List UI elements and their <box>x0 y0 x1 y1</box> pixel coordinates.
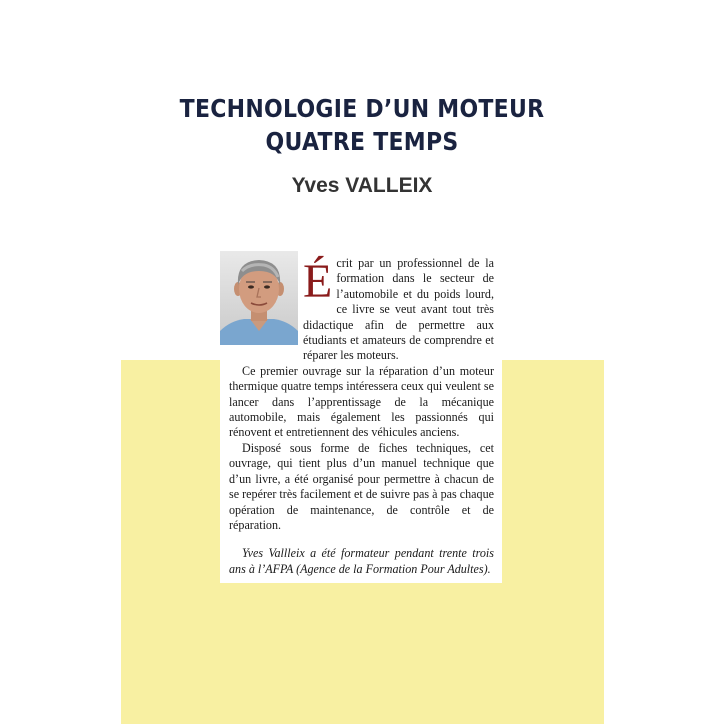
blurb-paragraph-3: Disposé sous forme de fiches techniques, cet ouvrage, qui tient plus d’un manuel technique que d’un livre, a été organisé pour permettre à chacun de se repérer très facilement et de suivre pas à pas chaque opération de maintenance, de contrôle et de réparation. <box>229 440 494 532</box>
blurb-text <box>229 256 494 577</box>
blurb-paragraph-2: Ce premier ouvrage sur la réparation d’un moteur thermique quatre temps intéressera ceux qui veulent se lancer dans l’apprentissage de la mécanique automobile, mais également les passionnés qui rénovent et entretiennent des véhicules anciens. <box>229 363 494 440</box>
photo-spacer <box>229 256 303 350</box>
book-title-line-2: QUATRE TEMPS <box>265 127 459 156</box>
drop-cap: É <box>303 255 333 308</box>
blurb-paragraph-1-text: crit par un professionnel de la formation dans le secteur de l’automobile et du poids lourd, ce livre se veut avant tout très didactique afin de permettre aux étudiants et amateurs de comprendre et réparer les moteurs. <box>303 256 494 363</box>
author-name: Yves VALLEIX <box>291 174 433 197</box>
author-note: Yves Vallleix a été formateur pendant trente trois ans à l’AFPA (Agence de la Formation Pour Adultes). <box>229 546 494 576</box>
book-title-line-1: TECHNOLOGIE D’UN MOTEUR <box>179 94 545 123</box>
book-title <box>43 92 680 158</box>
